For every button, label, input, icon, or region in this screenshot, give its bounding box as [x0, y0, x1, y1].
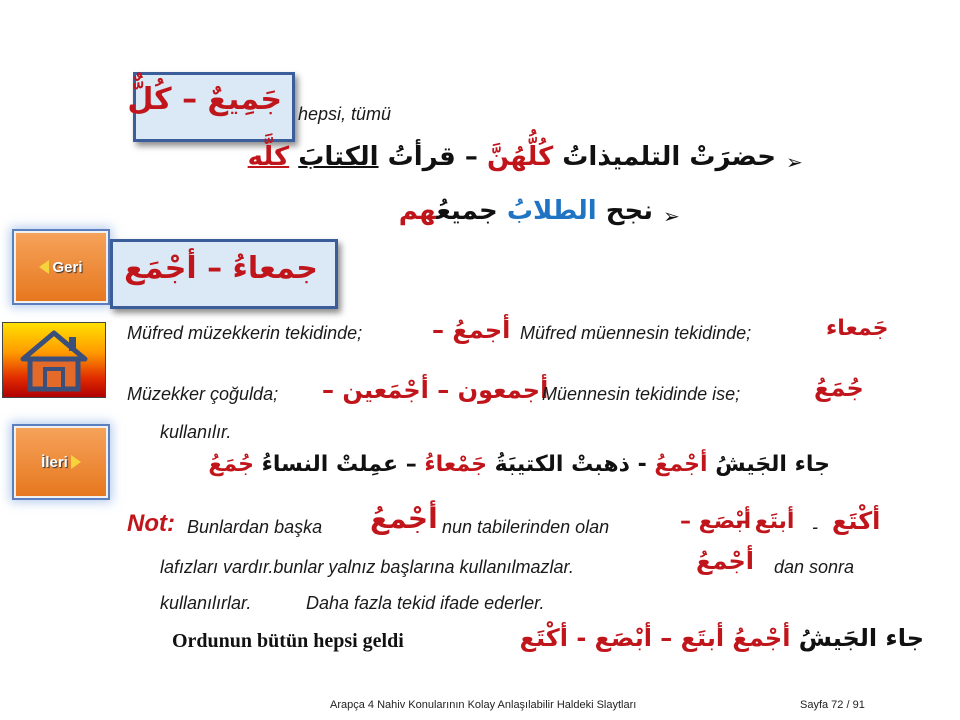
final-arabic-b: أجْمعُ أبتَع – أبْصَع — [594, 624, 791, 652]
example-3-d: جَمْعاءُ — [424, 452, 487, 477]
line-1-arabic-b: جَمعاء — [826, 316, 889, 341]
back-label: Geri — [52, 258, 83, 276]
example-2-part-c: جميعُ — [436, 196, 507, 226]
footer-title: Arapça 4 Nahiv Konularının Kolay Anlaşılabilir Haldeki Slaytları — [330, 699, 637, 711]
next-button[interactable] — [14, 426, 108, 498]
note-2-text-2: dan sonra — [774, 557, 855, 577]
final-arabic-c: - أكْتَع — [519, 624, 595, 652]
final-arabic-a: جاء الجَيشُ — [790, 624, 924, 652]
example-2 — [399, 196, 653, 226]
final-translation: Ordunun bütün hepsi geldi — [172, 630, 404, 652]
note-text-2: nun tabilerinden olan — [442, 517, 610, 537]
line-2-arabic-b: جُمَعُ — [814, 374, 864, 402]
note-arabic-1: أجْمعُ — [370, 502, 438, 535]
line-1-arabic-a: أجمعُ – — [432, 316, 511, 344]
home-icon — [3, 323, 105, 397]
bullet-arrow-icon: ➢ — [786, 150, 803, 174]
example-3-f: جُمَعُ — [208, 452, 255, 477]
back-arrow-icon — [39, 260, 49, 274]
note-arabic-4: أكْتَع — [832, 507, 881, 535]
example-1 — [248, 142, 776, 172]
note-text-1: Bunlardan başka — [187, 517, 323, 537]
example-1-part-f: كلَّه — [247, 142, 290, 172]
note-3-text-1: kullanılırlar. — [160, 593, 252, 613]
title-meaning: hepsi, tümü — [298, 104, 392, 124]
example-1-part-d: الكتابَ — [298, 142, 379, 172]
example-2-part-d: هم — [398, 196, 437, 226]
line-2-arabic-a: أجمعون – أجْمَعين – — [322, 376, 549, 404]
example-3-b: أجْمعُ — [654, 452, 708, 477]
final-arabic — [520, 624, 924, 652]
note-separator: - — [812, 517, 818, 537]
next-arrow-icon — [71, 455, 81, 469]
note-arabic-2: أبْصَع – — [680, 509, 752, 534]
footer-page: Sayfa 72 / 91 — [800, 699, 865, 711]
example-1-part-c: – قرأتُ — [378, 142, 487, 172]
bullet-arrow-icon: ➢ — [663, 204, 680, 228]
example-3-e: – عمِلتْ النساءُ — [254, 452, 425, 477]
home-button[interactable] — [2, 322, 106, 398]
line-1-text-a: Müfred müzekkerin tekidinde; — [127, 323, 363, 343]
example-3-a: جاء الجَيشُ — [707, 452, 830, 477]
title-arabic: جَمِيعٌ – كُلٌّ — [127, 82, 282, 117]
line-2-text-a: Müzekker çoğulda; — [127, 384, 279, 404]
example-2-part-a: نجح — [596, 196, 653, 226]
note-2-arabic: أجْمعُ — [696, 547, 755, 575]
example-3 — [208, 452, 830, 477]
example-3-c: - ذهبتْ الكتيبَةُ — [486, 452, 655, 477]
line-1-text-b: Müfred müennesin tekidinde; — [520, 323, 752, 343]
note-2-text-1: lafızları vardır.bunlar yalnız başlarına kullanılmazlar. — [160, 557, 574, 577]
example-1-part-b: كُلُّهُنَّ — [486, 142, 554, 172]
example-1-part-e — [289, 142, 298, 172]
line-2-text-b: Müennesin tekidinde ise; — [542, 384, 741, 404]
note-arabic-3: أبتَع – — [736, 509, 795, 534]
note-3-text-2: Daha fazla tekid ifade ederler. — [306, 593, 545, 613]
example-1-part-a: حضرَتْ التلميذاتُ — [553, 142, 776, 172]
back-button[interactable] — [14, 231, 108, 303]
note-label: Not: — [127, 510, 175, 537]
example-2-part-b: الطلابُ — [506, 196, 597, 226]
line-3-text: kullanılır. — [160, 422, 232, 442]
next-label: İleri — [41, 453, 68, 471]
jama-arabic: جمعاءُ – أجْمَع — [124, 251, 318, 286]
